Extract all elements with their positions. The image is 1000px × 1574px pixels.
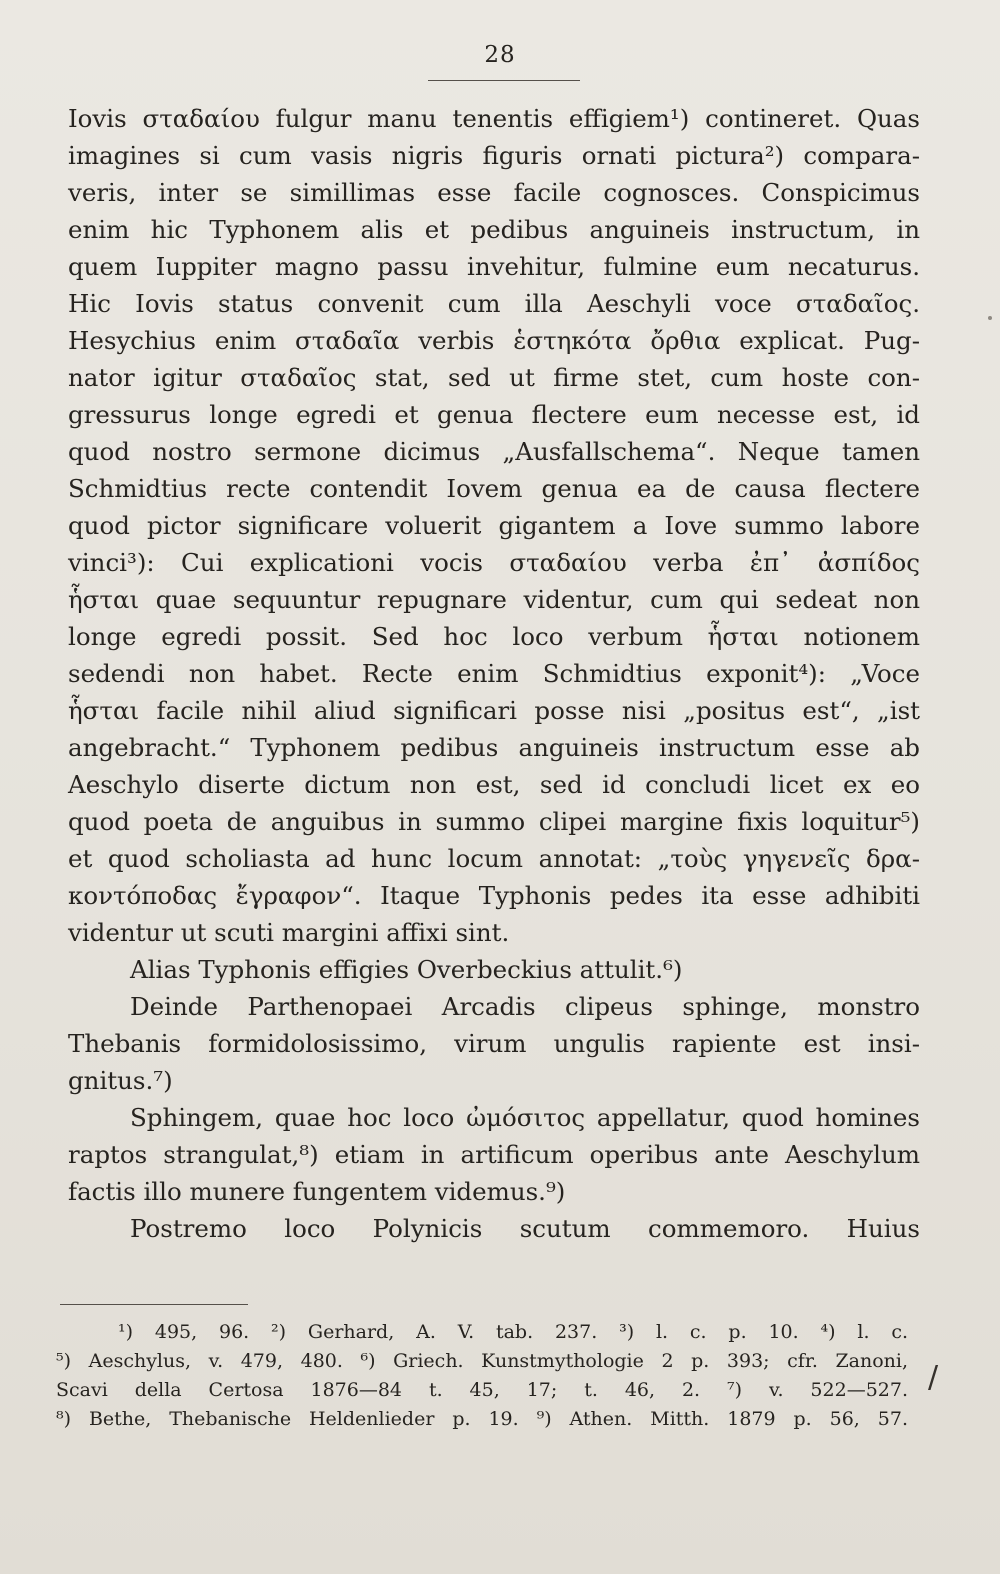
paragraph-parthenopaeus-line: Thebanis formidolosissimo, virum ungulis rapiente est insi-	[68, 1029, 920, 1058]
text-line: veris, inter se simillimas esse facile cognosces. Conspicimus	[68, 178, 920, 207]
text-line: quod poeta de anguibus in summo clipei margine fixis loquitur⁵)	[68, 807, 920, 836]
paragraph-overbeck: Alias Typhonis effigies Overbeckius attulit.⁶)	[130, 955, 683, 984]
text-line: enim hic Typhonem alis et pedibus anguineis instructum, in	[68, 215, 920, 244]
text-line: quod pictor significare voluerit gigantem a Iove summo labore	[68, 511, 920, 540]
text-line: Hic Iovis status convenit cum illa Aeschyli voce σταδαῖος.	[68, 289, 920, 318]
paragraph-parthenopaeus-line: Deinde Parthenopaei Arcadis clipeus sphinge, monstro	[130, 992, 920, 1021]
footnote-line: ¹) 495, 96. ²) Gerhard, A. V. tab. 237. ³) l. c. p. 10. ⁴) l. c.	[118, 1321, 908, 1343]
paragraph-sphinx-line: factis illo munere fungentem videmus.⁹)	[68, 1177, 566, 1206]
text-line: angebracht.“ Typhonem pedibus anguineis instructum esse ab	[68, 733, 920, 762]
text-line: ἧσται facile nihil aliud significari posse nisi „positus est“, „ist	[68, 696, 920, 725]
text-line: quem Iuppiter magno passu invehitur, fulmine eum necaturus.	[68, 252, 920, 281]
footnote-line: ⁵) Aeschylus, v. 479, 480. ⁶) Griech. Kunstmythologie 2 p. 393; cfr. Zanoni,	[56, 1350, 908, 1372]
text-line: videntur ut scuti margini affixi sint.	[68, 918, 510, 947]
paragraph-polynices-line: Postremo loco Polynicis scutum commemoro. Huius	[130, 1214, 920, 1243]
paragraph-sphinx-line: raptos strangulat,⁸) etiam in artificum operibus ante Aeschylum	[68, 1140, 920, 1169]
text-line: Aeschylo diserte dictum non est, sed id concludi licet ex eo	[68, 770, 920, 799]
paper-speck	[988, 316, 992, 320]
text-line: Schmidtius recte contendit Iovem genua ea de causa flectere	[68, 474, 920, 503]
page-number: 28	[484, 42, 516, 68]
text-line: Iovis σταδαίου fulgur manu tenentis effigiem¹) contineret. Quas	[68, 104, 920, 133]
text-line: ἧσται quae sequuntur repugnare videntur, cum qui sedeat non	[68, 585, 920, 614]
text-line: imagines si cum vasis nigris figuris ornati pictura²) compara-	[68, 141, 920, 170]
header-rule	[428, 80, 580, 81]
text-line: longe egredi possit. Sed hoc loco verbum ἧσται notionem	[68, 622, 920, 651]
main-text	[68, 100, 920, 1247]
footnote-line: Scavi della Certosa 1876—84 t. 45, 17; t. 46, 2. ⁷) v. 522—527.	[56, 1379, 908, 1401]
text-line: nator igitur σταδαῖος stat, sed ut firme stet, cum hoste con-	[68, 363, 920, 392]
footnote-rule	[60, 1304, 248, 1305]
paragraph-sphinx-line: Sphingem, quae hoc loco ὠμόσιτος appellatur, quod homines	[130, 1103, 920, 1132]
footnotes	[56, 1318, 908, 1434]
text-line: κοντόποδας ἔγραφον“. Itaque Typhonis pedes ita esse adhibiti	[68, 881, 920, 910]
text-line: quod nostro sermone dicimus „Ausfallschema“. Neque tamen	[68, 437, 920, 466]
margin-pencil-mark: /	[928, 1360, 939, 1395]
text-line: gressurus longe egredi et genua flectere eum necesse est, id	[68, 400, 920, 429]
text-line: vinci³): Cui explicationi vocis σταδαίου verba ἐπ᾽ ἀσπίδος	[68, 548, 920, 577]
text-line: et quod scholiasta ad hunc locum annotat: „τοὺς γηγενεῖς δρα-	[68, 844, 920, 873]
footnote-line: ⁸) Bethe, Thebanische Heldenlieder p. 19. ⁹) Athen. Mitth. 1879 p. 56, 57.	[56, 1408, 908, 1430]
text-line: sedendi non habet. Recte enim Schmidtius exponit⁴): „Voce	[68, 659, 920, 688]
text-line: Hesychius enim σταδαῖα verbis ἑστηκότα ὄρθια explicat. Pug-	[68, 326, 920, 355]
paragraph-parthenopaeus-line: gnitus.⁷)	[68, 1066, 173, 1095]
